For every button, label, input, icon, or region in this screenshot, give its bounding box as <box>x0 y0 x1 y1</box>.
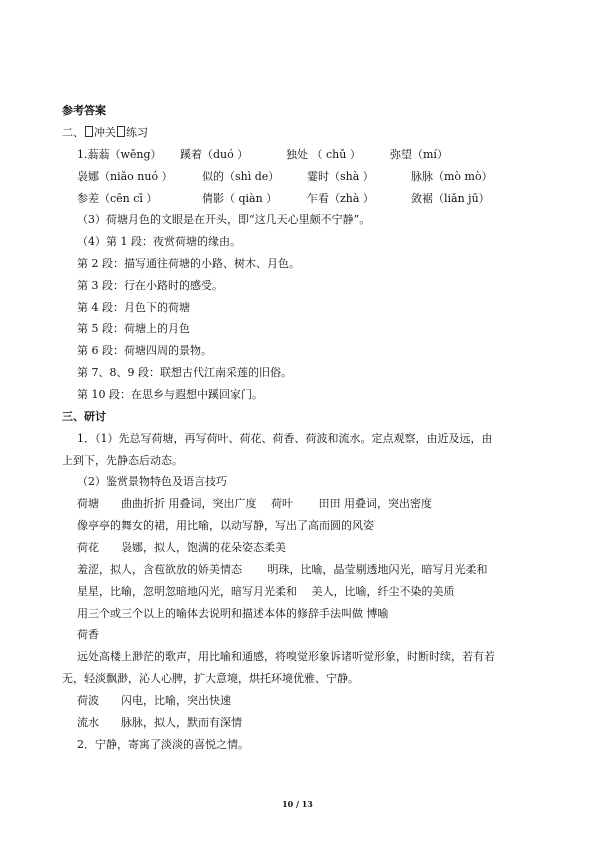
analysis-line: 2．宁静，寄寓了淡淡的喜悦之情。 <box>77 738 249 751</box>
analysis-line: 荷塘 曲曲折折 用叠词，突出广度 荷叶 田田 用叠词，突出密度 <box>77 497 432 510</box>
pinyin-item: 参差（cēn cī ） <box>77 192 158 205</box>
missing-glyph-icon <box>85 126 93 137</box>
analysis-line: 用三个或三个以上的喻体去说明和描述本体的修辞手法叫做 博喻 <box>77 607 389 620</box>
pinyin-item: 蹊着（duó ） <box>180 148 249 161</box>
answer-line: 1．（1）先总写荷塘，再写荷叶、荷花、荷香、荷波和流水。定点观察，由近及远，由 <box>77 432 493 445</box>
pinyin-item: 敛裾（liǎn jū） <box>411 192 490 205</box>
missing-glyph-icon <box>117 126 125 137</box>
answer-line: 上到下，先静态后动态。 <box>62 454 183 467</box>
answer-line: 第 3 段：行在小路时的感受。 <box>77 279 223 292</box>
section-2-word1: 冲关 <box>94 126 116 139</box>
analysis-line: 远处高楼上渺茫的歌声，用比喻和通感，将嗅觉形象诉诸听觉形象，时断时续，若有若 <box>77 650 495 663</box>
section-3-heading: 三、研讨 <box>62 410 106 423</box>
answer-heading: 参考答案 <box>62 104 106 117</box>
pinyin-item: 脉脉（mò mò） <box>411 170 493 183</box>
page-number: 10 / 13 <box>282 799 313 809</box>
answer-line: 第 4 段：月色下的荷塘 <box>77 301 190 314</box>
answer-line: 第 2 段：描写通往荷塘的小路、树木、月色。 <box>77 257 300 270</box>
answer-line: （4）第 1 段：夜赏荷塘的缘由。 <box>77 235 241 248</box>
analysis-line: 流水 脉脉，拟人，默而有深情 <box>77 716 242 729</box>
pinyin-item: 倩影（ qiàn ） <box>202 192 278 205</box>
analysis-line: 像亭亭的舞女的裙，用比喻，以动写静，写出了高而圆的风姿 <box>77 519 374 532</box>
analysis-line: 无，轻淡飘渺，沁人心脾，扩大意境，烘托环境优雅、宁静。 <box>62 672 359 685</box>
pinyin-item: 似的（shì de） <box>202 170 280 183</box>
section-2-heading <box>62 126 148 140</box>
section-2-word2: 练习 <box>126 126 148 139</box>
answer-line: （2）鉴赏景物特色及语言技巧 <box>77 475 227 488</box>
answer-line: 第 7、8、9 段：联想古代江南采莲的旧俗。 <box>77 366 292 379</box>
pinyin-item: 弥望（mí） <box>390 148 448 161</box>
answer-line: 第 10 段：在思乡与遐想中蹊回家门。 <box>77 388 263 401</box>
pinyin-item: 1.蓊蓊（wěng） <box>77 148 162 161</box>
answer-line: （3）荷塘月色的文眼是在开头，即“这几天心里颇不宁静”。 <box>77 213 371 226</box>
analysis-line: 荷波 闪电，比喻，突出快速 <box>77 694 231 707</box>
pinyin-item: 袅娜（niǎo nuó ） <box>77 170 173 183</box>
analysis-line: 羞涩，拟人，含苞欲放的娇美情态 明珠，比喻，晶莹剔透地闪光，暗写月光柔和 <box>77 563 488 576</box>
section-2-prefix: 二、 <box>62 126 84 139</box>
pinyin-item: 独处 （ chǔ ） <box>286 148 361 161</box>
analysis-line: 荷香 <box>77 628 99 641</box>
pinyin-item: 乍看（zhà ） <box>307 192 374 205</box>
answer-line: 第 5 段：荷塘上的月色 <box>77 322 190 335</box>
analysis-line: 星星，比喻，忽明忽暗地闪光，暗写月光柔和 美人，比喻，纤尘不染的美质 <box>77 585 455 598</box>
analysis-line: 荷花 袅娜，拟人，饱满的花朵姿态柔美 <box>77 541 286 554</box>
answer-line: 第 6 段：荷塘四周的景物。 <box>77 344 212 357</box>
pinyin-item: 霎时（shà ） <box>307 170 374 183</box>
